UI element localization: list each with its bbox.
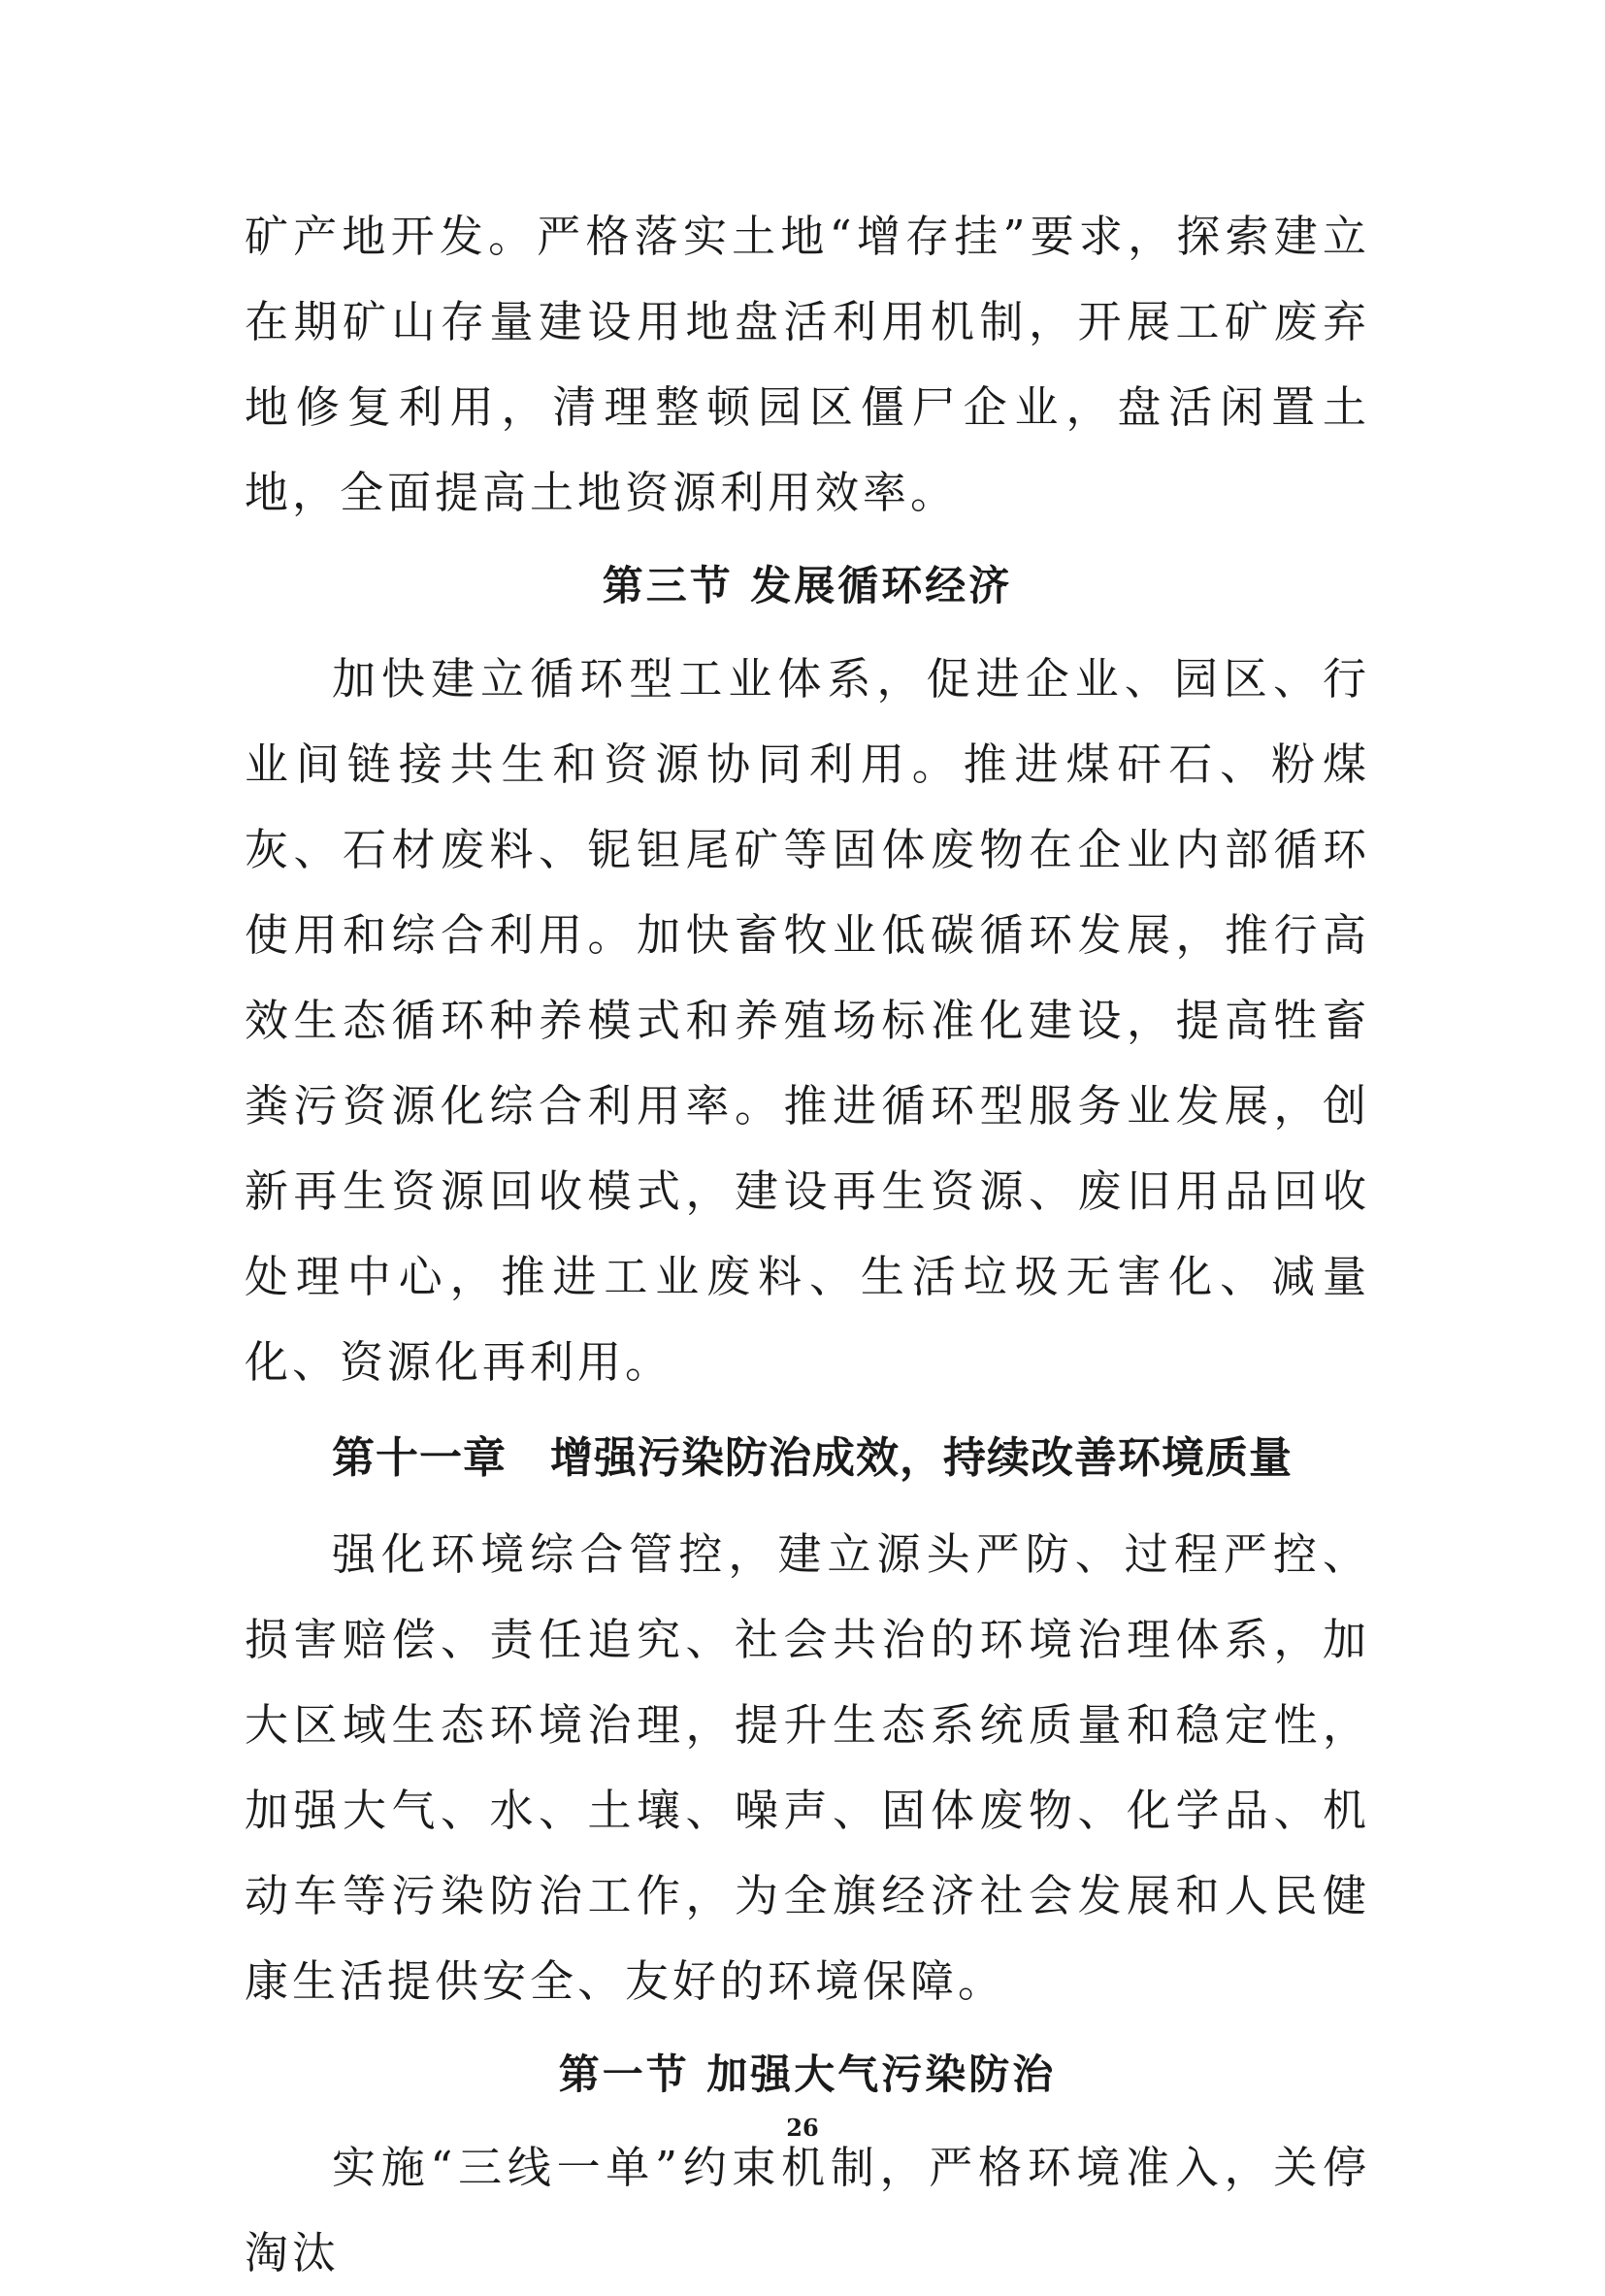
page-body — [245, 194, 1370, 2296]
continuation-paragraph: 矿产地开发。严格落实土地“增存挂”要求，探索建立在期矿山存量建设用地盘活利用机制，开展工矿废弃地修复利用，清理整顿园区僵尸企业，盘活闲置土地，全面提高土地资源利用效率。 — [245, 211, 1370, 518]
paragraph-pollution-control: 强化环境综合管控，建立源头严防、过程严控、损害赔偿、责任追究、社会共治的环境治理体系，加大区域生态环境治理，提升生态系统质量和稳定性，加强大气、水、土壤、噪声、固体废物、化学品、机动车等污染防治工作，为全旗经济社会发展和人民健康生活提供安全、友好的环境保障。 — [245, 1528, 1370, 2007]
chapter-heading-pollution-control: 第十一章 增强污染防治成效，持续改善环境质量 — [332, 1433, 1293, 1483]
section-heading-circular-economy: 第三节 发展循环经济 — [602, 562, 1013, 609]
paragraph-air-pollution: 实施“三线一单”约束机制，严格环境准入，关停淘汰 — [245, 2142, 1370, 2279]
paragraph-circular-economy: 加快建立循环型工业体系，促进企业、园区、行业间链接共生和资源协同利用。推进煤矸石、粉煤灰、石材废料、铌钽尾矿等固体废物在企业内部循环使用和综合利用。加快畜牧业低碳循环发展，推行高效生态循环种养模式和养殖场标准化建设，提高牲畜粪污资源化综合利用率。推进循环型服务业发展，创新再生资源回收模式，建设再生资源、废旧用品回收处理中心，推进工业废料、生活垃圾无害化、减量化、资源化再利用。 — [245, 653, 1370, 1388]
section-heading-air-pollution: 第一节 加强大气污染防治 — [558, 2050, 1057, 2098]
page-number: 26 — [786, 2114, 819, 2142]
